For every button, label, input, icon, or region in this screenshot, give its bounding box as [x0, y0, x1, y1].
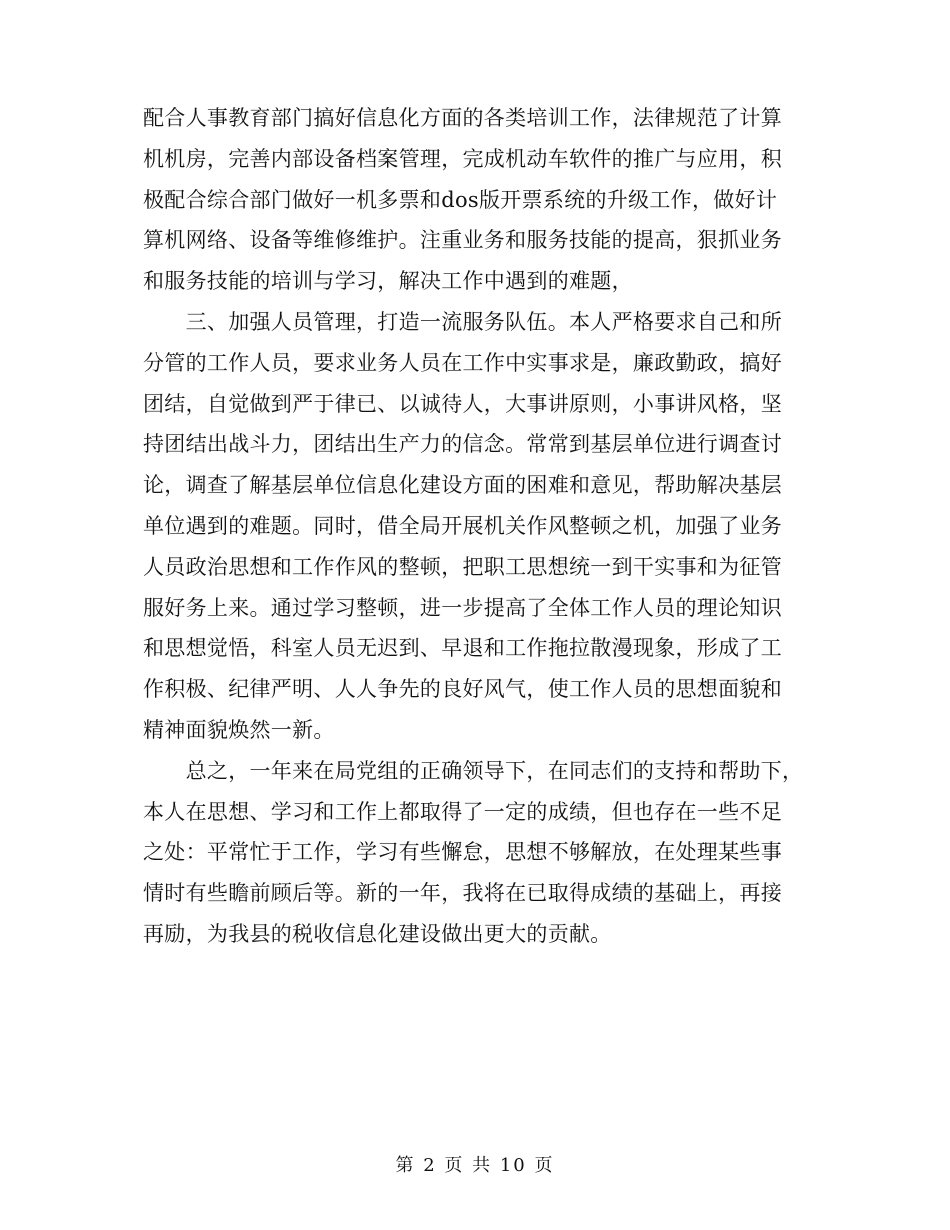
text-line: 持团结出战斗力，团结出生产力的信念。常常到基层单位进行调查讨 — [143, 432, 782, 457]
text-line: 之处：平常忙于工作，学习有些懈怠，思想不够解放，在处理某些事 — [143, 840, 782, 865]
text-line: 算机网络、设备等维修维护。注重业务和服务技能的提高，狠抓业务 — [143, 228, 782, 253]
page-number-footer: 第 2 页 共 10 页 — [395, 1155, 555, 1176]
text-line: 总之，一年来在局党组的正确领导下，在同志们的支持和帮助下， — [143, 758, 804, 783]
text-line: 再励，为我县的税收信息化建设做出更大的贡献。 — [143, 921, 612, 946]
document-body — [143, 98, 808, 955]
paragraph-summary — [143, 751, 808, 955]
text-line: 极配合综合部门做好一机多票和dos版开票系统的升级工作，做好计 — [143, 187, 778, 212]
text-line: 服好务上来。通过学习整顿，进一步提高了全体工作人员的理论知识 — [143, 595, 782, 620]
text-line: 分管的工作人员，要求业务人员在工作中实事求是，廉政勤政，搞好 — [143, 350, 782, 375]
text-line: 团结，自觉做到严于律已、以诚待人，大事讲原则，小事讲风格，坚 — [143, 391, 782, 416]
paragraph-staff-management — [143, 302, 808, 751]
text-line: 单位遇到的难题。同时，借全局开展机关作风整顿之机，加强了业务 — [143, 513, 782, 538]
text-line: 三、加强人员管理，打造一流服务队伍。本人严格要求自己和所 — [143, 309, 782, 334]
text-line: 作积极、纪律严明、人人争先的良好风气，使工作人员的思想面貌和 — [143, 677, 782, 702]
text-line: 情时有些瞻前顾后等。新的一年，我将在已取得成绩的基础上，再接 — [143, 881, 782, 906]
text-line: 和服务技能的培训与学习，解决工作中遇到的难题， — [143, 269, 633, 294]
text-line: 人员政治思想和工作作风的整顿，把职工思想统一到干实事和为征管 — [143, 554, 782, 579]
text-line: 配合人事教育部门搞好信息化方面的各类培训工作，法律规范了计算 — [143, 106, 782, 130]
text-line: 和思想觉悟，科室人员无迟到、早退和工作拖拉散漫现象，形成了工 — [143, 636, 782, 661]
text-line: 机机房，完善内部设备档案管理，完成机动车软件的推广与应用，积 — [143, 146, 782, 171]
text-line: 本人在思想、学习和工作上都取得了一定的成绩，但也存在一些不足 — [143, 799, 782, 824]
paragraph-training-work — [143, 98, 808, 302]
text-line: 精神面貌焕然一新。 — [143, 717, 335, 742]
text-line: 论，调查了解基层单位信息化建设方面的困难和意见，帮助解决基层 — [143, 473, 782, 498]
